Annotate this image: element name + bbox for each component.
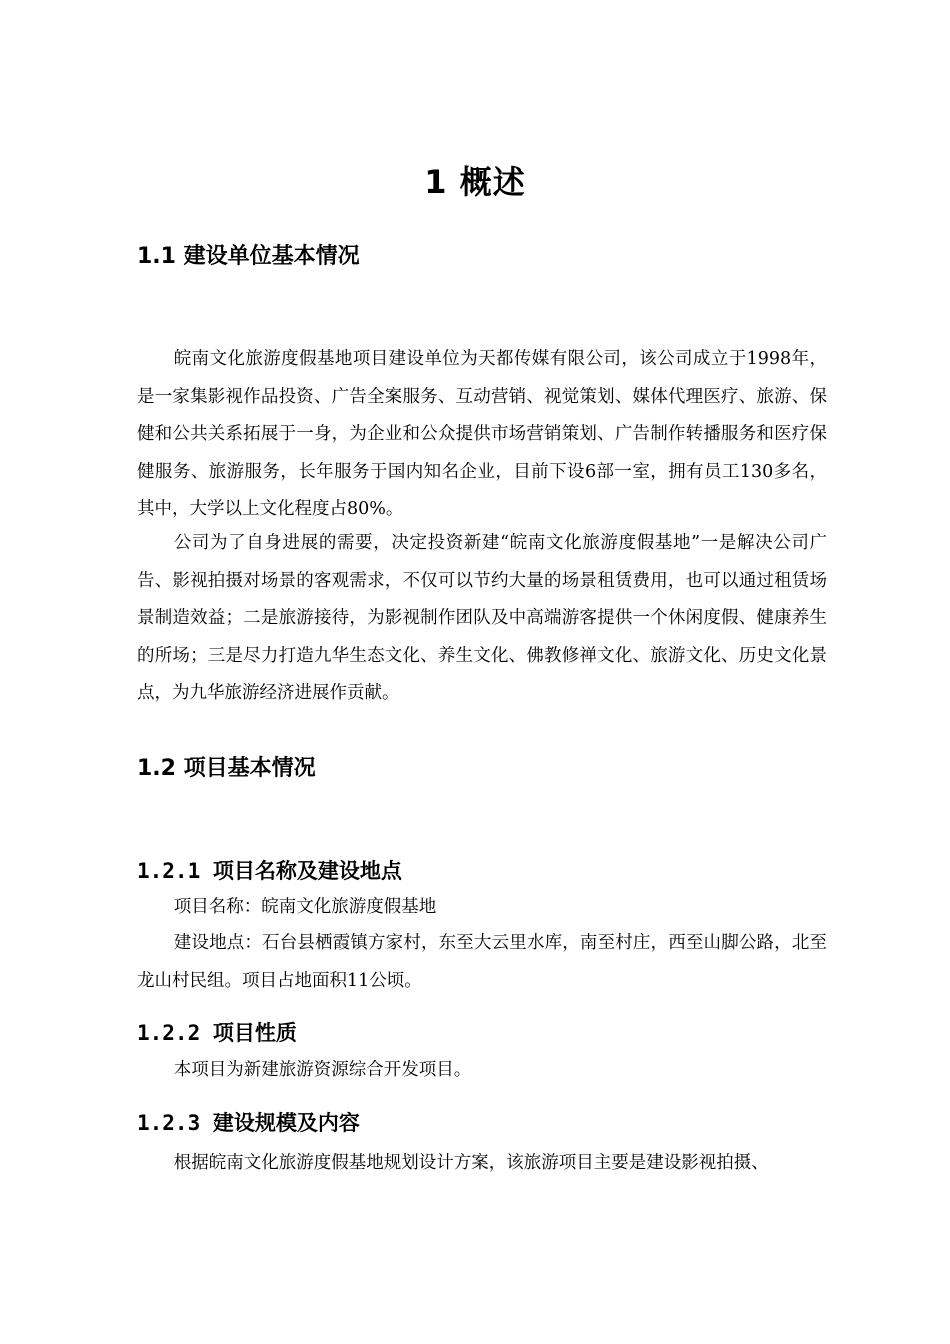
paragraph-investment-purpose: 公司为了自身进展的需要，决定投资新建“皖南文化旅游度假基地”一是解决公司广告、影视拍摄对场景的客观需求，不仅可以节约大量的场景租赁费用，也可以通过租赁场景制造效益；二是旅游接待，为影视制作团队及中高端游客提供一个休闲度假、健康养生的所场；三是尽力打造九华生态文化、养生文化、佛教修禅文化、旅游文化、历史文化景点，为九华旅游经济进展作贡献。 [137,533,827,703]
paragraph-project-name: 项目名称：皖南文化旅游度假基地 [173,897,437,917]
subsection-heading-1-2-1: 1.2.1 项目名称及建设地点 [137,859,402,883]
section-heading-1-1: 1.1 建设单位基本情况 [137,244,360,269]
paragraph-company-intro: 皖南文化旅游度假基地项目建设单位为天都传媒有限公司，该公司成立于1998年，是一家集影视作品投资、广告全案服务、互动营销、视觉策划、媒体代理医疗、旅游、保健和公共关系拓展于一身，为企业和公众提供市场营销策划、广告制作转播服务和医疗保健服务、旅游服务，长年服务于国内知名企业，目前下设6部一室，拥有员工130多名，其中，大学以上文化程度占80%。 [137,349,827,519]
section-heading-1-2: 1.2 项目基本情况 [137,756,316,781]
paragraph-project-location: 建设地点：石台县栖霞镇方家村，东至大云里水库，南至村庄，西至山脚公路，北至龙山村民组。项目占地面积11公顷。 [137,933,827,991]
subsection-heading-1-2-3: 1.2.3 建设规模及内容 [137,1111,360,1135]
paragraph-construction-scale: 根据皖南文化旅游度假基地规划设计方案，该旅游项目主要是建设影视拍摄、 [173,1153,769,1173]
chapter-title: 1 概述 [424,163,526,201]
subsection-heading-1-2-2: 1.2.2 项目性质 [137,1021,297,1045]
paragraph-project-nature: 本项目为新建旅游资源综合开发项目。 [173,1060,472,1080]
